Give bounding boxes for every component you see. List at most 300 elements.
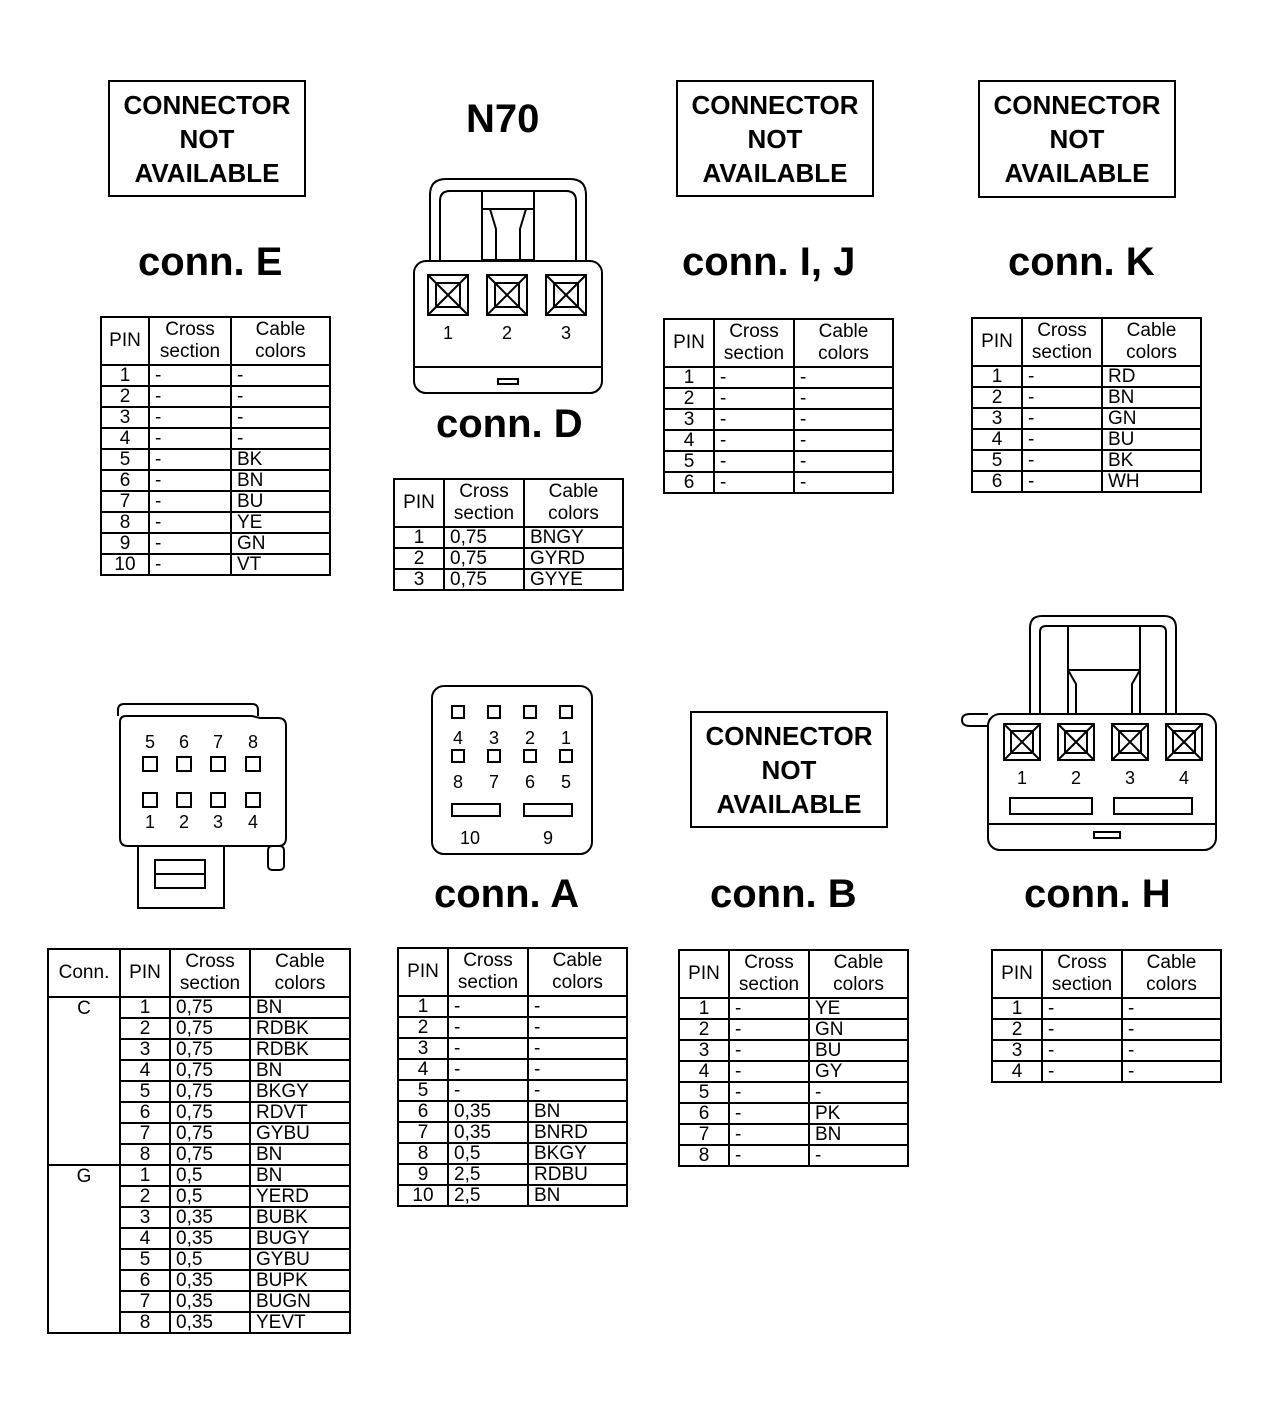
cable-color-cell: GY xyxy=(809,1061,908,1082)
table-header-row xyxy=(394,479,623,527)
table-row xyxy=(394,569,623,590)
header-line: Cross xyxy=(1037,320,1087,341)
cable-color-cell: GYYE xyxy=(524,569,623,590)
pin-label: 1 xyxy=(144,812,156,832)
table-row xyxy=(972,408,1201,429)
pin-cell: 1 xyxy=(664,367,714,388)
pin-cell: 5 xyxy=(120,1081,170,1102)
cross-section-header xyxy=(448,948,528,996)
pin-header: PIN xyxy=(398,948,448,996)
pin-label: 2 xyxy=(178,812,190,832)
cross-section-cell: - xyxy=(149,407,231,428)
table-row xyxy=(48,1207,350,1228)
cross-section-cell: 0,5 xyxy=(170,1249,250,1270)
pin-cell: 1 xyxy=(120,997,170,1018)
cable-color-cell: - xyxy=(794,409,893,430)
cable-color-cell: - xyxy=(794,472,893,493)
conn-group-cell xyxy=(48,1186,120,1207)
conn-group-cell xyxy=(48,1144,120,1165)
pin-label: 2 xyxy=(524,728,536,748)
na-line-3: AVAILABLE xyxy=(1004,158,1150,188)
pin-cell: 6 xyxy=(664,472,714,493)
pin-label: 1 xyxy=(560,728,572,748)
table-row xyxy=(992,1040,1221,1061)
header-line: Cross xyxy=(463,950,513,971)
pin-label: 6 xyxy=(524,772,536,792)
pin-cell: 10 xyxy=(398,1185,448,1206)
cable-color-cell: - xyxy=(231,386,330,407)
table-row xyxy=(664,430,893,451)
conn-group-cell xyxy=(48,1291,120,1312)
table-row xyxy=(398,1038,627,1059)
cross-section-cell: 0,35 xyxy=(170,1207,250,1228)
header-line: colors xyxy=(1126,342,1177,363)
cable-color-cell: BU xyxy=(231,491,330,512)
table-row xyxy=(394,548,623,569)
cable-color-cell: RD xyxy=(1102,366,1201,387)
pin-table-cg xyxy=(47,948,351,1334)
connector-a-drawing xyxy=(430,684,594,856)
pin-cell: 7 xyxy=(398,1122,448,1143)
pin-cell: 8 xyxy=(120,1144,170,1165)
table-row xyxy=(48,1060,350,1081)
cable-color-cell: - xyxy=(809,1082,908,1103)
table-row xyxy=(48,1144,350,1165)
table-header-row xyxy=(972,318,1201,366)
pin-label: 3 xyxy=(212,812,224,832)
cross-section-cell: 0,75 xyxy=(444,569,524,590)
pin-cell: 4 xyxy=(679,1061,729,1082)
pin-cell: 3 xyxy=(664,409,714,430)
cable-color-cell: - xyxy=(231,407,330,428)
pin-table-ij xyxy=(663,318,894,494)
header-line: colors xyxy=(548,503,599,524)
pin-cell: 9 xyxy=(101,533,149,554)
cross-section-cell: - xyxy=(729,1103,809,1124)
cable-color-cell: BNGY xyxy=(524,527,623,548)
pin-cell: 5 xyxy=(679,1082,729,1103)
pin-cell: 6 xyxy=(398,1101,448,1122)
cable-color-cell: VT xyxy=(231,554,330,575)
cable-color-cell: WH xyxy=(1102,471,1201,492)
conn-group-cell: C xyxy=(48,997,120,1018)
cross-section-cell: 0,35 xyxy=(170,1291,250,1312)
cross-section-cell: - xyxy=(149,365,231,386)
pin-label: 1 xyxy=(442,323,454,343)
pin-header: PIN xyxy=(679,950,729,998)
model-title: N70 xyxy=(466,97,540,141)
table-row xyxy=(101,365,330,386)
cross-section-cell: 0,75 xyxy=(444,527,524,548)
table-row xyxy=(679,1124,908,1145)
cross-section-cell: - xyxy=(448,1017,528,1038)
cable-color-cell: GYBU xyxy=(250,1249,350,1270)
pin-header: PIN xyxy=(394,479,444,527)
pin-table-d xyxy=(393,478,624,591)
cross-section-cell: 0,75 xyxy=(170,1123,250,1144)
cross-section-header xyxy=(444,479,524,527)
header-line: Cable xyxy=(275,951,325,972)
cross-section-cell: 0,75 xyxy=(170,997,250,1018)
pin-header: PIN xyxy=(120,949,170,997)
conn-group-cell xyxy=(48,1249,120,1270)
cable-color-cell: BN xyxy=(809,1124,908,1145)
cross-section-cell: - xyxy=(1042,1040,1122,1061)
cable-color-cell: BKGY xyxy=(250,1081,350,1102)
table-header-row xyxy=(101,317,330,365)
pin-cell: 8 xyxy=(679,1145,729,1166)
cross-section-cell: - xyxy=(1042,998,1122,1019)
cable-color-cell: - xyxy=(809,1145,908,1166)
cable-color-cell: BN xyxy=(250,1165,350,1186)
cross-section-header xyxy=(1042,950,1122,998)
table-row xyxy=(972,450,1201,471)
cross-section-cell: - xyxy=(149,554,231,575)
table-row xyxy=(398,1185,627,1206)
cross-section-cell: 0,75 xyxy=(170,1060,250,1081)
table-row xyxy=(992,998,1221,1019)
table-row xyxy=(101,491,330,512)
na-line-1: CONNECTOR xyxy=(993,90,1161,120)
pin-label: 4 xyxy=(452,728,464,748)
na-line-1: CONNECTOR xyxy=(691,89,859,120)
header-line: colors xyxy=(552,972,603,993)
na-line-3: AVAILABLE xyxy=(716,788,862,819)
connector-cg-drawing xyxy=(110,700,290,912)
table-row xyxy=(48,1102,350,1123)
cross-section-header xyxy=(170,949,250,997)
na-line-3: AVAILABLE xyxy=(702,157,848,188)
table-row xyxy=(972,471,1201,492)
na-line-3: AVAILABLE xyxy=(134,157,280,188)
cable-color-cell: BUPK xyxy=(250,1270,350,1291)
table-header-row xyxy=(664,319,893,367)
pin-header: PIN xyxy=(972,318,1022,366)
conn-group-cell xyxy=(48,1228,120,1249)
cross-section-cell: - xyxy=(1022,471,1102,492)
na-line-2: NOT xyxy=(747,123,803,154)
pin-label: 3 xyxy=(1124,768,1136,788)
cable-color-cell: RDBK xyxy=(250,1039,350,1060)
cable-color-cell: YEVT xyxy=(250,1312,350,1333)
pin-cell: 3 xyxy=(101,407,149,428)
pin-table-b xyxy=(678,949,909,1167)
pin-cell: 3 xyxy=(398,1038,448,1059)
header-line: Cross xyxy=(729,321,779,342)
header-line: section xyxy=(159,341,221,362)
connector-not-available-box-k xyxy=(978,80,1176,198)
cable-color-cell: GN xyxy=(1102,408,1201,429)
header-line: section xyxy=(723,343,785,364)
cross-section-cell: - xyxy=(1022,429,1102,450)
cable-color-cell: - xyxy=(794,367,893,388)
cable-colors-header xyxy=(528,948,627,996)
table-row xyxy=(101,533,330,554)
pin-label: 10 xyxy=(459,828,481,848)
cross-section-cell: - xyxy=(729,998,809,1019)
table-row xyxy=(101,512,330,533)
header-line: section xyxy=(738,974,800,995)
conn-e-title: conn. E xyxy=(138,240,283,284)
cross-section-cell: 0,35 xyxy=(448,1101,528,1122)
cable-color-cell: - xyxy=(1122,1061,1221,1082)
cable-color-cell: - xyxy=(528,1080,627,1101)
cable-color-cell: BNRD xyxy=(528,1122,627,1143)
pin-cell: 8 xyxy=(398,1143,448,1164)
table-row xyxy=(664,388,893,409)
pin-cell: 6 xyxy=(120,1102,170,1123)
pin-table-e xyxy=(100,316,331,576)
conn-a-title: conn. A xyxy=(434,872,580,916)
cable-color-cell: BUBK xyxy=(250,1207,350,1228)
cable-color-cell: BN xyxy=(1102,387,1201,408)
cable-color-cell: - xyxy=(528,1059,627,1080)
table-row xyxy=(664,451,893,472)
pin-cell: 2 xyxy=(972,387,1022,408)
pin-label: 5 xyxy=(144,732,156,752)
header-line: Cable xyxy=(818,321,869,342)
table-row xyxy=(992,1019,1221,1040)
header-line: Cross xyxy=(1057,952,1107,973)
cable-color-cell: GN xyxy=(231,533,330,554)
pin-cell: 3 xyxy=(394,569,444,590)
conn-group-cell xyxy=(48,1123,120,1144)
table-row xyxy=(48,1165,350,1186)
cross-section-cell: - xyxy=(729,1082,809,1103)
connector-not-available-box-ij xyxy=(676,80,874,197)
pin-cell: 2 xyxy=(992,1019,1042,1040)
pin-cell: 2 xyxy=(120,1018,170,1039)
cable-color-cell: BKGY xyxy=(528,1143,627,1164)
header-line: Cable xyxy=(833,952,884,973)
cross-section-cell: - xyxy=(1042,1061,1122,1082)
pin-header: PIN xyxy=(664,319,714,367)
cross-section-cell: 0,75 xyxy=(170,1018,250,1039)
table-row xyxy=(48,1081,350,1102)
header-line: Cable xyxy=(1146,952,1197,973)
pin-cell: 10 xyxy=(101,554,149,575)
pin-cell: 1 xyxy=(120,1165,170,1186)
table-row xyxy=(101,470,330,491)
pin-cell: 4 xyxy=(972,429,1022,450)
pin-label: 5 xyxy=(560,772,572,792)
pin-cell: 3 xyxy=(120,1039,170,1060)
pin-label: 2 xyxy=(501,323,513,343)
cross-section-cell: - xyxy=(729,1145,809,1166)
cross-section-cell: 0,35 xyxy=(448,1122,528,1143)
header-line: colors xyxy=(818,343,869,364)
header-line: Cross xyxy=(165,319,215,340)
cable-color-cell: - xyxy=(794,388,893,409)
na-line-2: NOT xyxy=(1049,124,1105,154)
table-row xyxy=(664,409,893,430)
pin-cell: 5 xyxy=(120,1249,170,1270)
pin-table-h xyxy=(991,949,1222,1083)
cable-color-cell: - xyxy=(1122,1040,1221,1061)
pin-cell: 1 xyxy=(972,366,1022,387)
cable-color-cell: BN xyxy=(250,1144,350,1165)
cross-section-cell: - xyxy=(729,1061,809,1082)
table-row xyxy=(101,554,330,575)
cable-color-cell: BK xyxy=(231,449,330,470)
header-line: Cross xyxy=(744,952,794,973)
table-header-row xyxy=(48,949,350,997)
pin-cell: 5 xyxy=(664,451,714,472)
pin-cell: 4 xyxy=(992,1061,1042,1082)
conn-group-cell xyxy=(48,1039,120,1060)
cable-color-cell: - xyxy=(794,451,893,472)
cross-section-cell: 0,75 xyxy=(170,1039,250,1060)
cross-section-cell: - xyxy=(1042,1019,1122,1040)
pin-cell: 4 xyxy=(101,428,149,449)
cable-color-cell: YE xyxy=(809,998,908,1019)
table-row xyxy=(48,997,350,1018)
table-row xyxy=(101,407,330,428)
cross-section-cell: 0,35 xyxy=(170,1270,250,1291)
conn-b-title: conn. B xyxy=(710,872,857,916)
table-row xyxy=(398,996,627,1017)
cable-color-cell: BN xyxy=(250,1060,350,1081)
header-line: colors xyxy=(255,341,306,362)
cable-color-cell: PK xyxy=(809,1103,908,1124)
cross-section-cell: 2,5 xyxy=(448,1164,528,1185)
pin-cell: 5 xyxy=(972,450,1022,471)
conn-d-title: conn. D xyxy=(436,402,583,446)
table-row xyxy=(101,386,330,407)
cable-color-cell: BU xyxy=(1102,429,1201,450)
pin-cell: 7 xyxy=(101,491,149,512)
cable-color-cell: YE xyxy=(231,512,330,533)
cable-color-cell: RDBU xyxy=(528,1164,627,1185)
na-line-1: CONNECTOR xyxy=(705,720,873,751)
header-line: section xyxy=(453,503,515,524)
pin-table-a xyxy=(397,947,628,1207)
pin-label: 6 xyxy=(178,732,190,752)
conn-group-cell xyxy=(48,1060,120,1081)
cross-section-header xyxy=(714,319,794,367)
conn-k-title: conn. K xyxy=(1008,240,1155,284)
conn-h-title: conn. H xyxy=(1024,872,1171,916)
pin-label: 3 xyxy=(488,728,500,748)
pin-cell: 2 xyxy=(394,548,444,569)
table-header-row xyxy=(398,948,627,996)
cross-section-cell: - xyxy=(149,512,231,533)
pin-cell: 2 xyxy=(101,386,149,407)
table-row xyxy=(48,1249,350,1270)
cross-section-cell: - xyxy=(714,451,794,472)
cable-colors-header xyxy=(794,319,893,367)
pin-cell: 4 xyxy=(664,430,714,451)
table-row xyxy=(394,527,623,548)
table-row xyxy=(679,998,908,1019)
cross-section-header xyxy=(729,950,809,998)
pin-header: PIN xyxy=(101,317,149,365)
cable-colors-header xyxy=(809,950,908,998)
header-line: colors xyxy=(274,973,326,994)
cable-colors-header xyxy=(524,479,623,527)
cross-section-cell: - xyxy=(1022,450,1102,471)
cross-section-cell: 0,75 xyxy=(170,1102,250,1123)
connector-not-available-box-e xyxy=(108,80,306,197)
pin-cell: 5 xyxy=(101,449,149,470)
pin-cell: 1 xyxy=(679,998,729,1019)
table-row xyxy=(679,1040,908,1061)
pin-label: 1 xyxy=(1016,768,1028,788)
na-line-2: NOT xyxy=(761,754,817,785)
cable-color-cell: - xyxy=(231,428,330,449)
pin-label: 2 xyxy=(1070,768,1082,788)
table-row xyxy=(679,1061,908,1082)
cross-section-cell: - xyxy=(1022,408,1102,429)
cable-color-cell: BUGY xyxy=(250,1228,350,1249)
cable-color-cell: GYRD xyxy=(524,548,623,569)
table-row xyxy=(48,1039,350,1060)
pin-table-k xyxy=(971,317,1202,493)
pin-label: 7 xyxy=(212,732,224,752)
conn-group-cell xyxy=(48,1207,120,1228)
connector-d-drawing xyxy=(410,175,606,397)
header-line: Cross xyxy=(459,481,509,502)
connector-h-drawing xyxy=(958,612,1222,854)
cable-colors-header xyxy=(1102,318,1201,366)
cable-color-cell: BN xyxy=(250,997,350,1018)
pin-cell: 6 xyxy=(101,470,149,491)
cross-section-cell: - xyxy=(149,533,231,554)
table-row xyxy=(679,1082,908,1103)
cable-color-cell: GYBU xyxy=(250,1123,350,1144)
cable-colors-header xyxy=(250,949,350,997)
cable-color-cell: - xyxy=(528,1017,627,1038)
cable-color-cell: - xyxy=(794,430,893,451)
cross-section-cell: - xyxy=(149,491,231,512)
pin-label: 4 xyxy=(247,812,259,832)
cable-color-cell: - xyxy=(528,1038,627,1059)
table-row xyxy=(398,1017,627,1038)
header-line: Cable xyxy=(548,481,599,502)
cross-section-cell: 0,35 xyxy=(170,1228,250,1249)
cable-color-cell: - xyxy=(1122,998,1221,1019)
cable-color-cell: BU xyxy=(809,1040,908,1061)
cable-color-cell: GN xyxy=(809,1019,908,1040)
cross-section-cell: 0,35 xyxy=(170,1312,250,1333)
table-row xyxy=(664,472,893,493)
pin-cell: 2 xyxy=(664,388,714,409)
header-line: Cable xyxy=(1126,320,1177,341)
cross-section-cell: - xyxy=(149,449,231,470)
table-row xyxy=(48,1228,350,1249)
cable-color-cell: - xyxy=(231,365,330,386)
header-line: section xyxy=(179,973,241,994)
header-line: colors xyxy=(1146,974,1197,995)
table-row xyxy=(101,449,330,470)
cross-section-cell: - xyxy=(1022,366,1102,387)
pin-cell: 6 xyxy=(679,1103,729,1124)
table-row xyxy=(48,1270,350,1291)
cross-section-cell: - xyxy=(714,430,794,451)
na-line-2: NOT xyxy=(179,123,235,154)
header-line: section xyxy=(457,972,519,993)
table-header-row xyxy=(679,950,908,998)
pin-cell: 4 xyxy=(398,1059,448,1080)
cross-section-cell: - xyxy=(448,1059,528,1080)
table-row xyxy=(48,1123,350,1144)
pin-label: 3 xyxy=(560,323,572,343)
cross-section-cell: 0,5 xyxy=(448,1143,528,1164)
cable-color-cell: BK xyxy=(1102,450,1201,471)
cable-color-cell: BUGN xyxy=(250,1291,350,1312)
pin-label: 8 xyxy=(247,732,259,752)
pin-cell: 1 xyxy=(992,998,1042,1019)
